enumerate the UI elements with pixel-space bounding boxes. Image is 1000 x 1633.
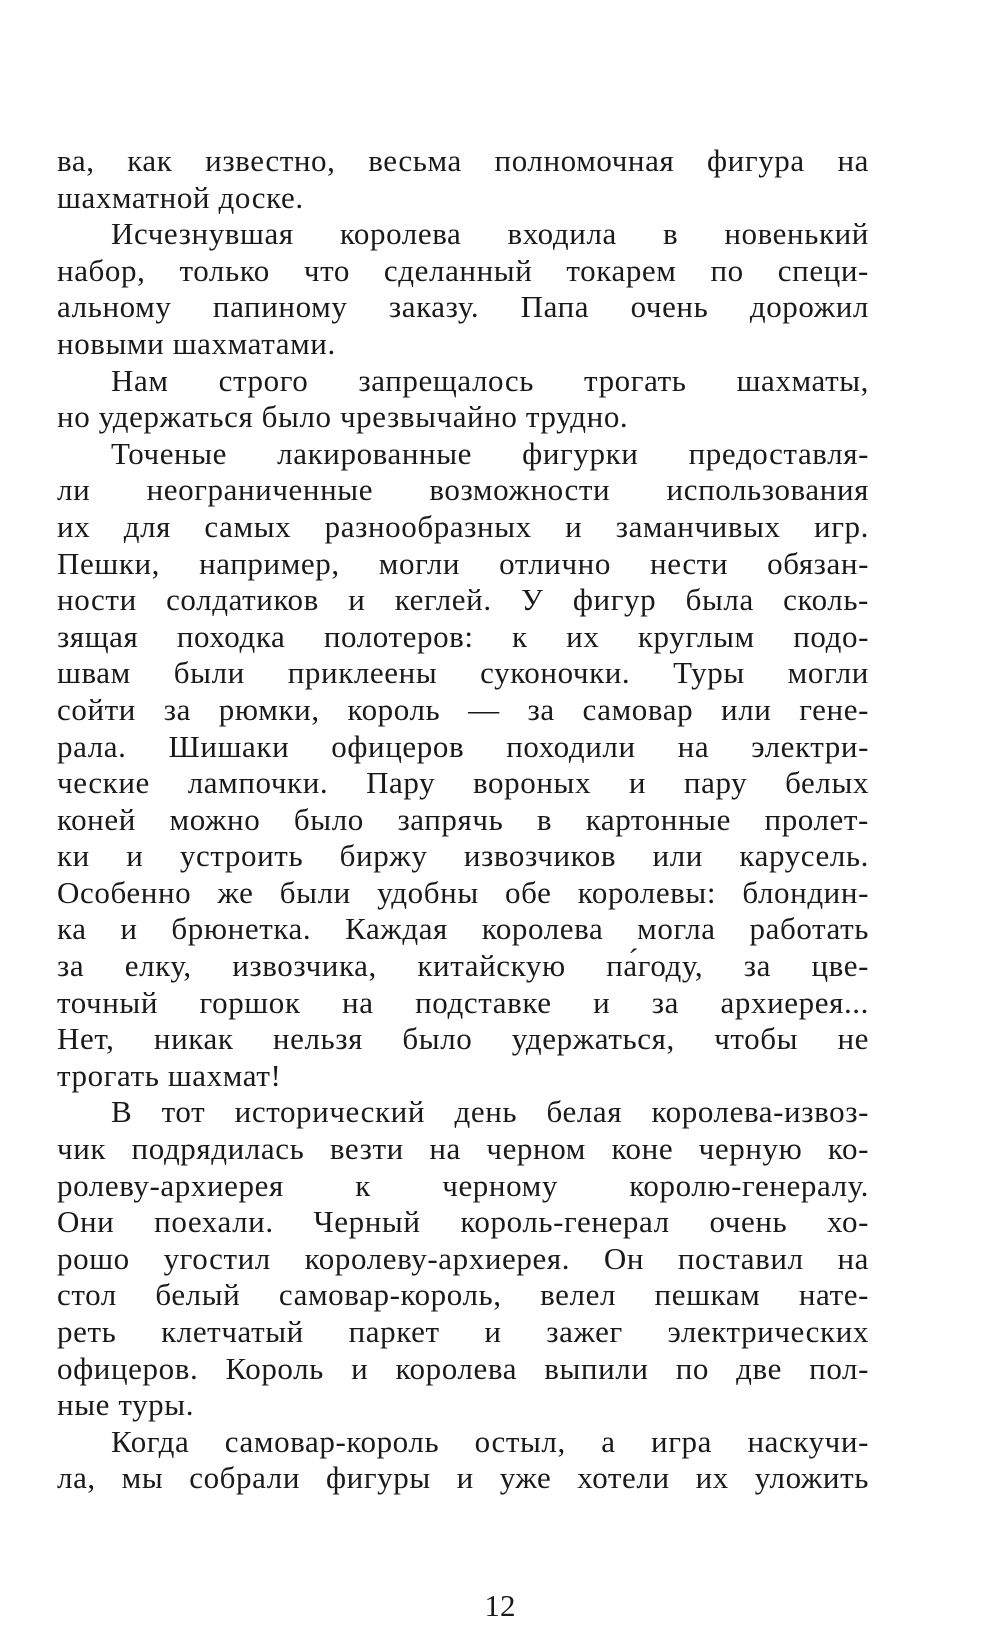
page-number: 12: [484, 1588, 516, 1623]
text-line: офицеров. Король и королева выпили по две пол-: [57, 1350, 869, 1386]
text-line: реть клетчатый паркет и зажег электрических: [57, 1314, 869, 1349]
text-line: ка и брюнетка. Каждая королева могла работать: [57, 911, 869, 947]
text-line: чик подрядилась везти на черном коне черную ко-: [57, 1131, 869, 1167]
text-line: ные туры.: [57, 1387, 195, 1423]
paragraph: [57, 216, 869, 362]
text-line: ки и устроить биржу извозчиков или карусель.: [57, 838, 869, 874]
paragraph: [57, 143, 869, 216]
text-line: Пешки, например, могли отлично нести обязан-: [57, 545, 869, 581]
text-line: коней можно было запрячь в картонные пролет-: [57, 801, 869, 837]
text-line: ческие лампочки. Пару вороных и пару белых: [57, 765, 869, 801]
text-line: Точеные лакированные фигурки предоставля-: [111, 435, 869, 471]
text-line: новыми шахматами.: [57, 325, 336, 361]
text-line: набор, только что сделанный токарем по специ-: [57, 252, 869, 288]
text-line: их для самых разнообразных и заманчивых игр.: [57, 508, 869, 544]
text-line: Исчезнувшая королева входила в новенький: [111, 216, 869, 252]
text-line: трогать шахмат!: [57, 1057, 282, 1093]
text-line: Когда самовар-король остыл, а игра наскучи-: [111, 1423, 869, 1459]
text-line: ролеву-архиерея к черному королю-генералу.: [57, 1167, 869, 1203]
text-line: стол белый самовар-король, велел пешкам нате-: [57, 1277, 869, 1313]
paragraph: [57, 1094, 869, 1423]
text-line: за елку, извозчика, китайскую па́году, за цве-: [57, 948, 869, 984]
text-line: Они поехали. Черный король-генерал очень хо-: [57, 1204, 869, 1240]
text-line: зящая походка полотеров: к их круглым подо-: [57, 618, 869, 654]
paragraph: [57, 1424, 869, 1497]
text-line: шахматной доске.: [57, 179, 304, 215]
text-line: альному папиному заказу. Папа очень дорожил: [57, 289, 869, 325]
text-line: рала. Шишаки офицеров походили на электри-: [57, 728, 869, 764]
text-line: Особенно же были удобны обе королевы: блондин-: [57, 874, 869, 910]
text-line: В тот исторический день белая королева-извоз-: [111, 1094, 869, 1130]
text-line: ва, как известно, весьма полномочная фигура на: [57, 143, 869, 178]
text-line: сойти за рюмки, король — за самовар или гене-: [57, 691, 869, 727]
text-line: швам были приклеены суконочки. Туры могли: [57, 655, 869, 691]
text-line: Нет, никак нельзя было удержаться, чтобы не: [57, 1021, 869, 1057]
paragraph: [57, 436, 869, 1095]
text-line: ности солдатиков и кеглей. У фигур была сколь-: [57, 582, 869, 618]
text-line: точный горшок на подставке и за архиерея...: [57, 984, 869, 1020]
text-line: но удержаться было чрезвычайно трудно.: [57, 399, 629, 435]
text-line: Нам строго запрещалось трогать шахматы,: [111, 362, 869, 398]
paragraph: [57, 363, 869, 436]
text-line: рошо угостил королеву-архиерея. Он поставил на: [57, 1240, 869, 1276]
page-text: [57, 143, 869, 1497]
text-line: ла, мы собрали фигуры и уже хотели их уложить: [57, 1460, 869, 1496]
text-line: ли неограниченные возможности использования: [57, 472, 869, 508]
